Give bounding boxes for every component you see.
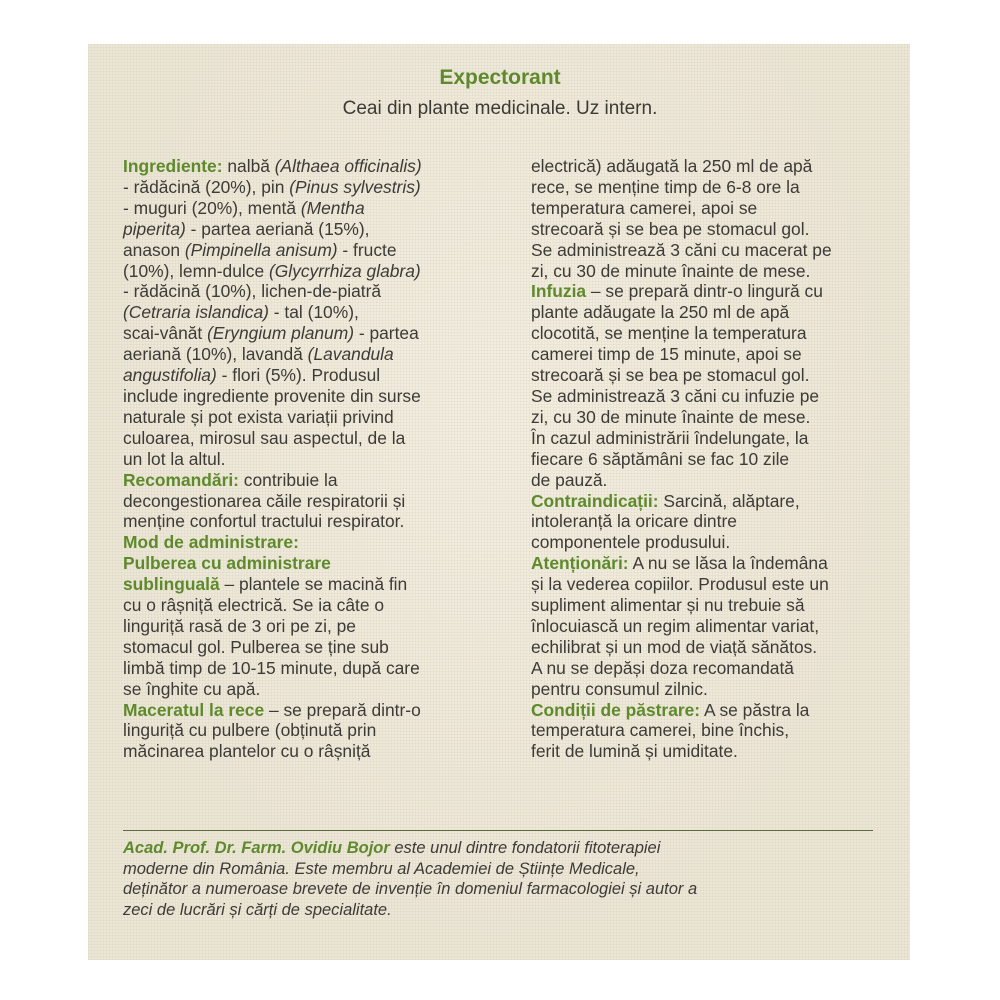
body-text: Se administrează 3 căni cu macerat pe: [531, 239, 832, 260]
section-heading: Contraindicații:: [531, 490, 659, 511]
left-text-line: [123, 553, 518, 574]
body-text: - muguri (20%), mentă: [123, 197, 301, 218]
body-text: temperatura camerei, bine închis,: [531, 720, 790, 741]
latin-name: (Cetraria islandica): [123, 302, 269, 323]
right-text-line: [531, 281, 901, 302]
right-text-line: [531, 679, 901, 700]
body-text: - rădăcină (20%), pin: [123, 176, 290, 197]
right-text-line: [531, 741, 901, 762]
body-text: Sarcină, alăptare,: [658, 490, 800, 511]
body-text: - partea: [354, 323, 419, 344]
body-text: - flori (5%). Produsul: [216, 365, 381, 386]
section-heading: Maceratul la rece: [123, 699, 265, 720]
footer-text-line: [123, 859, 903, 880]
footer-text-line: [123, 879, 903, 900]
right-text-line: [531, 511, 901, 532]
section-heading: Recomandări:: [123, 469, 239, 490]
body-text: menține confortul tractului respirator.: [123, 511, 405, 532]
body-text: măcinarea plantelor cu o râșniță: [123, 741, 371, 762]
author-note: [123, 838, 903, 920]
body-text: zeci de lucrări și cărți de specialitate.: [123, 900, 392, 919]
body-text: A nu se depăși doza recomandată: [531, 657, 794, 678]
left-text-line: [123, 365, 518, 386]
product-subtitle: Ceai din plante medicinale. Uz intern.: [342, 98, 658, 119]
left-text-line: [123, 344, 518, 365]
right-text-line: [531, 198, 901, 219]
footer-text-line: [123, 900, 903, 921]
latin-name: (Eryngium planum): [207, 323, 354, 344]
latin-name: (Glycyrrhiza glabra): [268, 260, 421, 281]
body-text: anason: [123, 239, 185, 260]
right-text-line: [531, 302, 901, 323]
body-text: intoleranță la oricare dintre: [531, 511, 737, 532]
body-text: A se păstra la: [700, 699, 810, 720]
section-heading: Ingrediente:: [123, 156, 223, 176]
body-text: limbă timp de 10-15 minute, după care: [123, 657, 420, 678]
body-text: - fructe: [337, 239, 397, 260]
body-text: În cazul administrării îndelungate, la: [531, 427, 809, 448]
body-text: ferit de lumină și umiditate.: [531, 741, 738, 762]
body-text: rece, se menține timp de 6-8 ore la: [531, 176, 800, 197]
body-text: supliment alimentar și nu trebuie să: [531, 595, 805, 616]
right-text-line: [531, 491, 901, 512]
body-text: echilibrat și un mod de viață sănătos.: [531, 636, 818, 657]
body-text: fiecare 6 săptămâni se fac 10 zile: [531, 448, 790, 469]
left-text-line: [123, 281, 518, 302]
right-text-line: [531, 428, 901, 449]
left-text-line: [123, 219, 518, 240]
latin-name: (Althaea officinalis): [274, 156, 422, 176]
divider-line: [123, 830, 873, 831]
left-text-column: [123, 156, 518, 762]
left-text-line: [123, 637, 518, 658]
body-text: de pauză.: [531, 469, 608, 490]
body-text: nalbă: [222, 156, 275, 176]
body-text: A nu se lăsa la îndemâna: [628, 553, 828, 574]
latin-name: angustifolia): [123, 365, 217, 386]
section-heading: Mod de administrare:: [123, 532, 299, 553]
latin-name: (Pimpinella anisum): [184, 239, 338, 260]
right-text-line: [531, 323, 901, 344]
body-text: stomacul gol. Pulberea se ține sub: [123, 636, 389, 657]
body-text: camerei timp de 15 minute, apoi se: [531, 344, 802, 365]
left-text-line: [123, 323, 518, 344]
body-text: este unul dintre fondatorii fitoterapiei: [389, 839, 661, 857]
product-title: Expectorant: [439, 66, 561, 89]
body-text: înlocuiască un regim alimentar variat,: [531, 615, 820, 636]
left-text-line: [123, 302, 518, 323]
left-text-line: [123, 700, 518, 721]
body-text: (10%), lemn-dulce: [123, 260, 269, 281]
body-text: zi, cu 30 de minute înainte de mese.: [531, 406, 811, 427]
body-text: moderne din România. Este membru al Academiei de Științe Medicale,: [123, 859, 640, 878]
body-text: decongestionarea căile respiratorii și: [123, 490, 406, 511]
right-text-line: [531, 240, 901, 261]
body-text: naturale și pot exista variații privind: [123, 406, 394, 427]
body-text: aeriană (10%), lavandă: [123, 344, 308, 365]
left-text-line: [123, 595, 518, 616]
right-text-line: [531, 449, 901, 470]
body-text: deținător a numeroase brevete de invenție în domeniul farmacologiei și autor a: [123, 880, 698, 899]
section-heading: sublinguală: [123, 574, 220, 595]
left-text-line: [123, 741, 518, 762]
right-text-line: [531, 658, 901, 679]
body-text: linguriță cu pulbere (obținută prin: [123, 720, 377, 741]
right-text-line: [531, 219, 901, 240]
body-text: scai-vânăt: [123, 323, 208, 344]
section-heading: Infuzia: [531, 281, 587, 302]
section-heading: Atenționări:: [531, 553, 629, 574]
right-text-line: [531, 720, 901, 741]
body-text: un lot la altul.: [123, 448, 226, 469]
body-text: – se prepară dintr-o: [264, 699, 421, 720]
body-text: clocotită, se menține la temperatura: [531, 323, 807, 344]
latin-name: piperita): [123, 218, 186, 239]
latin-name: (Lavandula: [307, 344, 394, 365]
left-text-line: [123, 658, 518, 679]
left-text-line: [123, 679, 518, 700]
left-text-line: [123, 511, 518, 532]
body-text: și la vederea copiilor. Produsul este un: [531, 574, 829, 595]
right-text-line: [531, 386, 901, 407]
footer-text-line: [123, 838, 903, 859]
left-text-line: [123, 386, 518, 407]
left-text-line: [123, 261, 518, 282]
body-text: se înghite cu apă.: [123, 678, 261, 699]
body-text: zi, cu 30 de minute înainte de mese.: [531, 260, 811, 281]
body-text: linguriță rasă de 3 ori pe zi, pe: [123, 615, 356, 636]
left-text-line: [123, 240, 518, 261]
body-text: culoarea, mirosul sau aspectul, de la: [123, 427, 406, 448]
left-text-line: [123, 177, 518, 198]
right-text-line: [531, 177, 901, 198]
right-text-line: [531, 407, 901, 428]
body-text: temperatura camerei, apoi se: [531, 197, 758, 218]
section-heading: Pulberea cu administrare: [123, 553, 331, 574]
body-text: cu o râșniță electrică. Se ia câte o: [123, 595, 384, 616]
left-text-line: [123, 470, 518, 491]
right-text-line: [531, 156, 901, 177]
right-text-line: [531, 595, 901, 616]
right-text-line: [531, 532, 901, 553]
body-text: pentru consumul zilnic.: [531, 678, 708, 699]
body-text: strecoară și se bea pe stomacul gol.: [531, 365, 810, 386]
right-text-line: [531, 344, 901, 365]
right-text-line: [531, 261, 901, 282]
body-text: - rădăcină (10%), lichen-de-piatră: [123, 281, 382, 302]
body-text: - partea aeriană (15%),: [185, 218, 370, 239]
right-text-line: [531, 553, 901, 574]
left-text-line: [123, 156, 518, 177]
body-text: Se administrează 3 căni cu infuzie pe: [531, 385, 820, 406]
section-heading: Condiții de păstrare:: [531, 699, 701, 720]
body-text: – se prepară dintr-o lingură cu: [586, 281, 823, 302]
left-text-line: [123, 616, 518, 637]
body-text: strecoară și se bea pe stomacul gol.: [531, 218, 810, 239]
right-text-line: [531, 365, 901, 386]
left-text-line: [123, 720, 518, 741]
right-text-line: [531, 470, 901, 491]
right-text-line: [531, 700, 901, 721]
body-text: plante adăugate la 250 ml de apă: [531, 302, 790, 323]
left-text-line: [123, 491, 518, 512]
body-text: - tal (10%),: [268, 302, 359, 323]
left-text-line: [123, 449, 518, 470]
latin-name: (Pinus sylvestris): [289, 176, 421, 197]
body-text: – plantele se macină fin: [219, 574, 408, 595]
right-text-column: [531, 156, 901, 762]
left-text-line: [123, 532, 518, 553]
body-text: electrică) adăugată la 250 ml de apă: [531, 156, 813, 176]
left-text-line: [123, 428, 518, 449]
left-text-line: [123, 198, 518, 219]
section-heading: Acad. Prof. Dr. Farm. Ovidiu Bojor: [123, 839, 390, 857]
right-text-line: [531, 616, 901, 637]
body-text: include ingrediente provenite din surse: [123, 385, 421, 406]
left-text-line: [123, 407, 518, 428]
latin-name: (Mentha: [300, 197, 365, 218]
right-text-line: [531, 637, 901, 658]
body-text: componentele produsului.: [531, 532, 731, 553]
body-text: contribuie la: [238, 469, 338, 490]
left-text-line: [123, 574, 518, 595]
right-text-line: [531, 574, 901, 595]
